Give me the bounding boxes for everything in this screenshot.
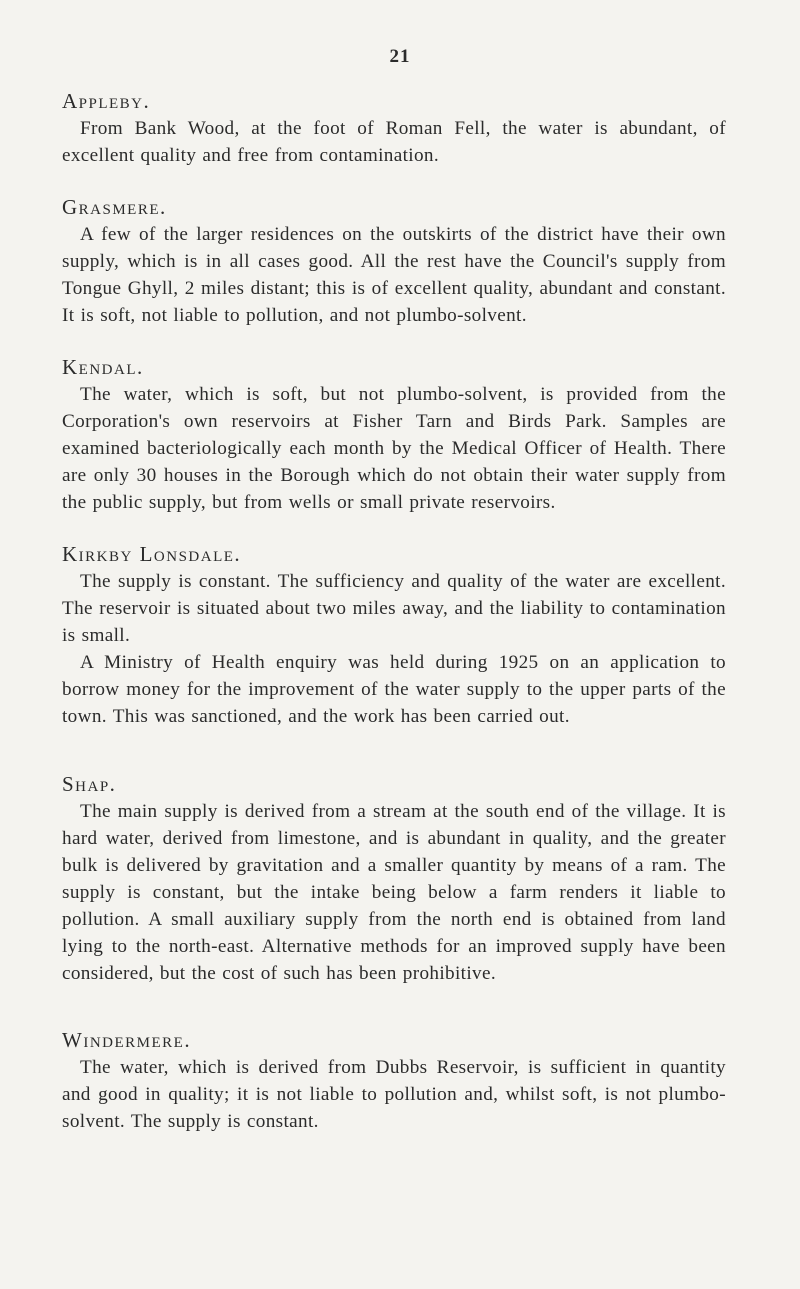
section-kirkby-lonsdale — [62, 541, 726, 730]
paragraph: The water, which is soft, but not plumbo-solvent, is provided from the Corporation's own reservoirs at Fisher Tarn and Birds Park. Samples are examined bacteriologically each month by the Medical Officer of Health. There are only 30 houses in the Borough which do not obtain their water supply from the public supply, but from wells or small private reservoirs. — [62, 384, 726, 513]
paragraph: The water, which is derived from Dubbs Reservoir, is sufficient in quantity and good in quality; it is not liable to pollution and, whilst soft, is not plumbo-solvent. The supply is constant. — [62, 1057, 726, 1132]
section-appleby — [62, 88, 726, 169]
section-heading: Appleby. — [62, 89, 151, 113]
section-grasmere — [62, 194, 726, 329]
section-heading: Windermere. — [62, 1028, 192, 1052]
document-body — [62, 80, 726, 1135]
paragraph: The supply is constant. The sufficiency and quality of the water are excellent. The reservoir is situated about two miles away, and the liability to contamination is small. — [62, 571, 726, 646]
section-heading: Kirkby Lonsdale. — [62, 542, 242, 566]
section-kendal — [62, 354, 726, 516]
paragraph: A Ministry of Health enquiry was held during 1925 on an application to borrow money for the improvement of the water supply to the upper parts of the town. This was sanctioned, and the work has been carried out. — [62, 652, 726, 727]
section-shap — [62, 771, 726, 987]
section-windermere — [62, 1027, 726, 1135]
paragraph: From Bank Wood, at the foot of Roman Fell, the water is abundant, of excellent quality and free from contamination. — [62, 118, 726, 166]
section-heading: Kendal. — [62, 355, 144, 379]
paragraph: A few of the larger residences on the outskirts of the district have their own supply, which is in all cases good. All the rest have the Council's supply from Tongue Ghyll, 2 miles distant; this is of excellent quality, abundant and constant. It is soft, not liable to pollution, and not plumbo-solvent. — [62, 224, 726, 326]
section-heading: Grasmere. — [62, 195, 167, 219]
paragraph: The main supply is derived from a stream at the south end of the village. It is hard water, derived from limestone, and is abundant in quality, and the greater bulk is delivered by gravitation and a smaller quantity by means of a ram. The supply is constant, but the intake being below a farm renders it liable to pollution. A small auxiliary supply from the north end is obtained from land lying to the north-east. Alternative methods for an improved supply have been considered, but the cost of such has been prohibitive. — [62, 801, 726, 984]
section-heading: Shap. — [62, 772, 117, 796]
page-number: 21 — [389, 46, 411, 67]
